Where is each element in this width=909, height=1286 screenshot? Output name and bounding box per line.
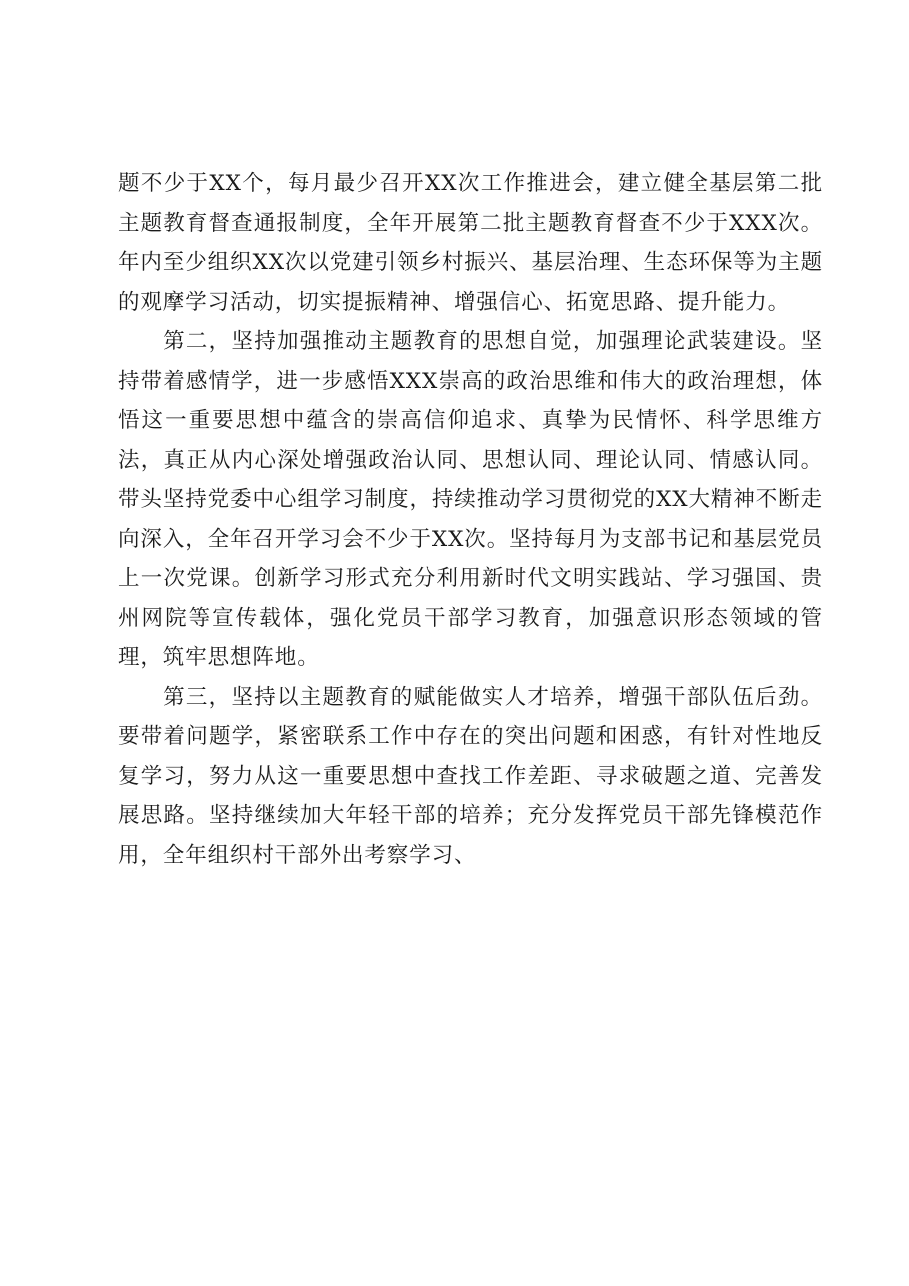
paragraph-third: 第三，坚持以主题教育的赋能做实人才培养，增强干部队伍后劲。要带着问题学，紧密联系工作中存在的突出问题和困惑，有针对性地反复学习，努力从这一重要思想中查找工作差距、寻求破题之道、完善发展思路。坚持继续加大年轻干部的培养；充分发挥党员干部先锋模范作用，全年组织村干部外出考察学习、 [118,684,823,868]
paragraph-second: 第二，坚持加强推动主题教育的思想自觉，加强理论武装建设。坚持带着感情学，进一步感悟XXX崇高的政治思维和伟大的政治理想，体悟这一重要思想中蕴含的崇高信仰追求、真挚为民情怀、科学思维方法，真正从内心深处增强政治认同、思想认同、理论认同、情感认同。带头坚持党委中心组学习制度，持续推动学习贯彻党的XX大精神不断走向深入，全年召开学习会不少于XX次。坚持每月为支部书记和基层党员上一次党课。创新学习形式充分利用新时代文明实践站、学习强国、贵州网院等宣传载体，强化党员干部学习教育，加强意识形态领域的管理，筑牢思想阵地。 [118,329,823,670]
paragraph-continuation: 题不少于XX个，每月最少召开XX次工作推进会，建立健全基层第二批主题教育督查通报制度，全年开展第二批主题教育督查不少于XXX次。年内至少组织XX次以党建引领乡村振兴、基层治理、生态环保等为主题的观摩学习活动，切实提振精神、增强信心、拓宽思路、提升能力。 [118,171,823,315]
document-body [118,164,823,875]
